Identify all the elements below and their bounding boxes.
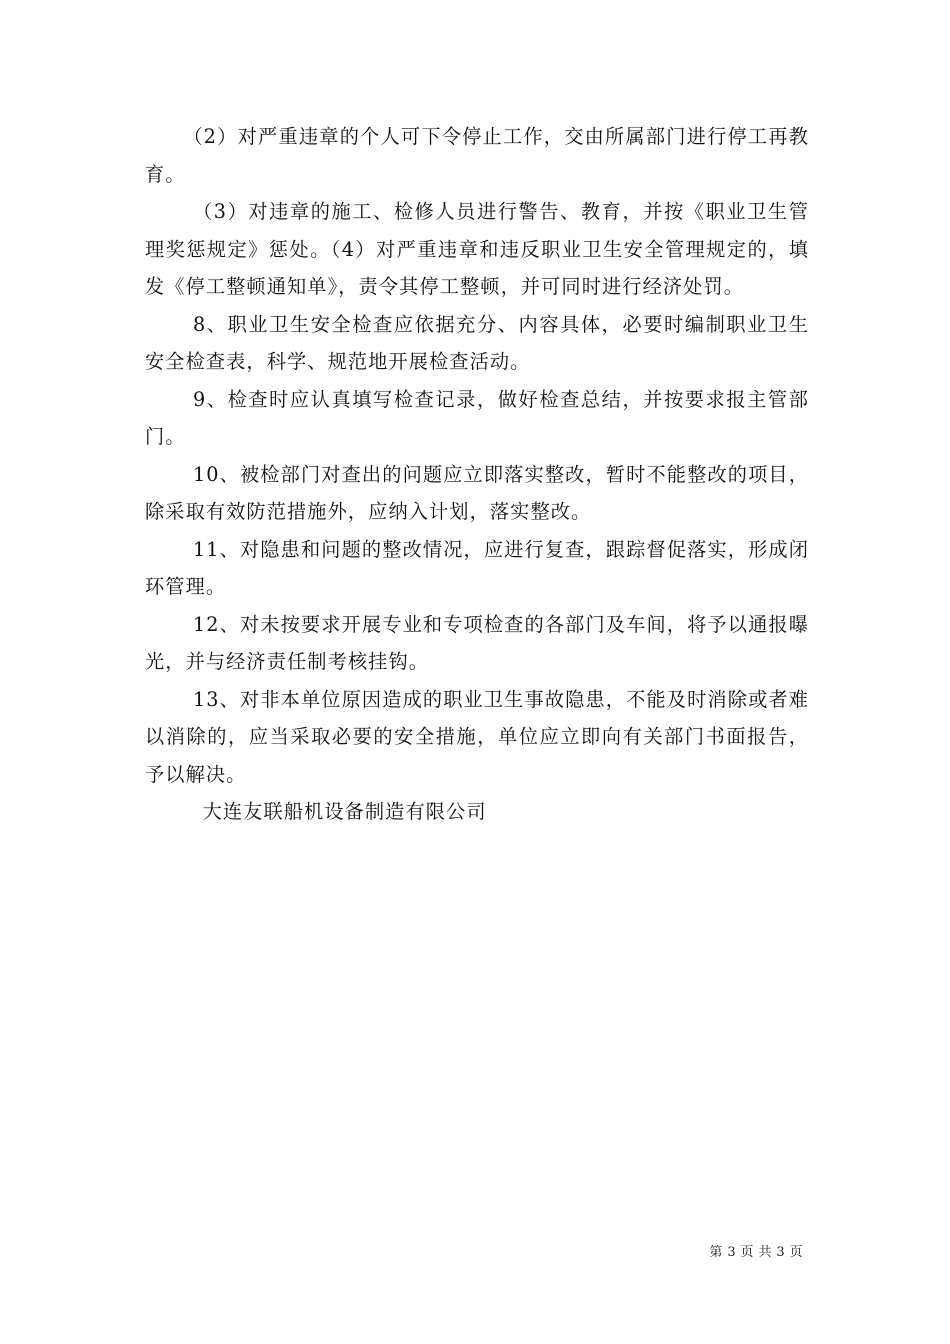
paragraph-rule-13: 13、对非本单位原因造成的职业卫生事故隐患，不能及时消除或者难以消除的，应当采取必要的安全措施，单位应立即向有关部门书面报告，予以解决。 [145,687,809,786]
paragraph-rule-12: 12、对未按要求开展专业和专项检查的各部门及车间，将予以通报曝光，并与经济责任制考核挂钩。 [145,612,809,673]
document-body [145,118,809,831]
paragraph-rule-11: 11、对隐患和问题的整改情况，应进行复查，跟踪督促落实，形成闭环管理。 [145,537,809,598]
paragraph-item-3-4: （3）对违章的施工、检修人员进行警告、教育，并按《职业卫生管理奖惩规定》惩处。（4）对严重违章和违反职业卫生安全管理规定的，填发《停工整顿通知单》，责令其停工整顿，并可同时进行经济处罚。 [145,200,809,298]
page-number-footer: 第 3 页 共 3 页 [709,1245,803,1260]
paragraph-rule-9: 9、检查时应认真填写检查记录，做好检查总结，并按要求报主管部门。 [145,387,809,448]
company-signature: 大连友联船机设备制造有限公司 [202,800,487,823]
paragraph-rule-8: 8、职业卫生安全检查应依据充分、内容具体，必要时编制职业卫生安全检查表，科学、规范地开展检查活动。 [145,312,809,373]
paragraph-rule-10: 10、被检部门对查出的问题应立即落实整改，暂时不能整改的项目，除采取有效防范措施外，应纳入计划，落实整改。 [145,462,809,523]
paragraph-item-2: （2）对严重违章的个人可下令停止工作，交由所属部门进行停工再教育。 [145,125,809,186]
